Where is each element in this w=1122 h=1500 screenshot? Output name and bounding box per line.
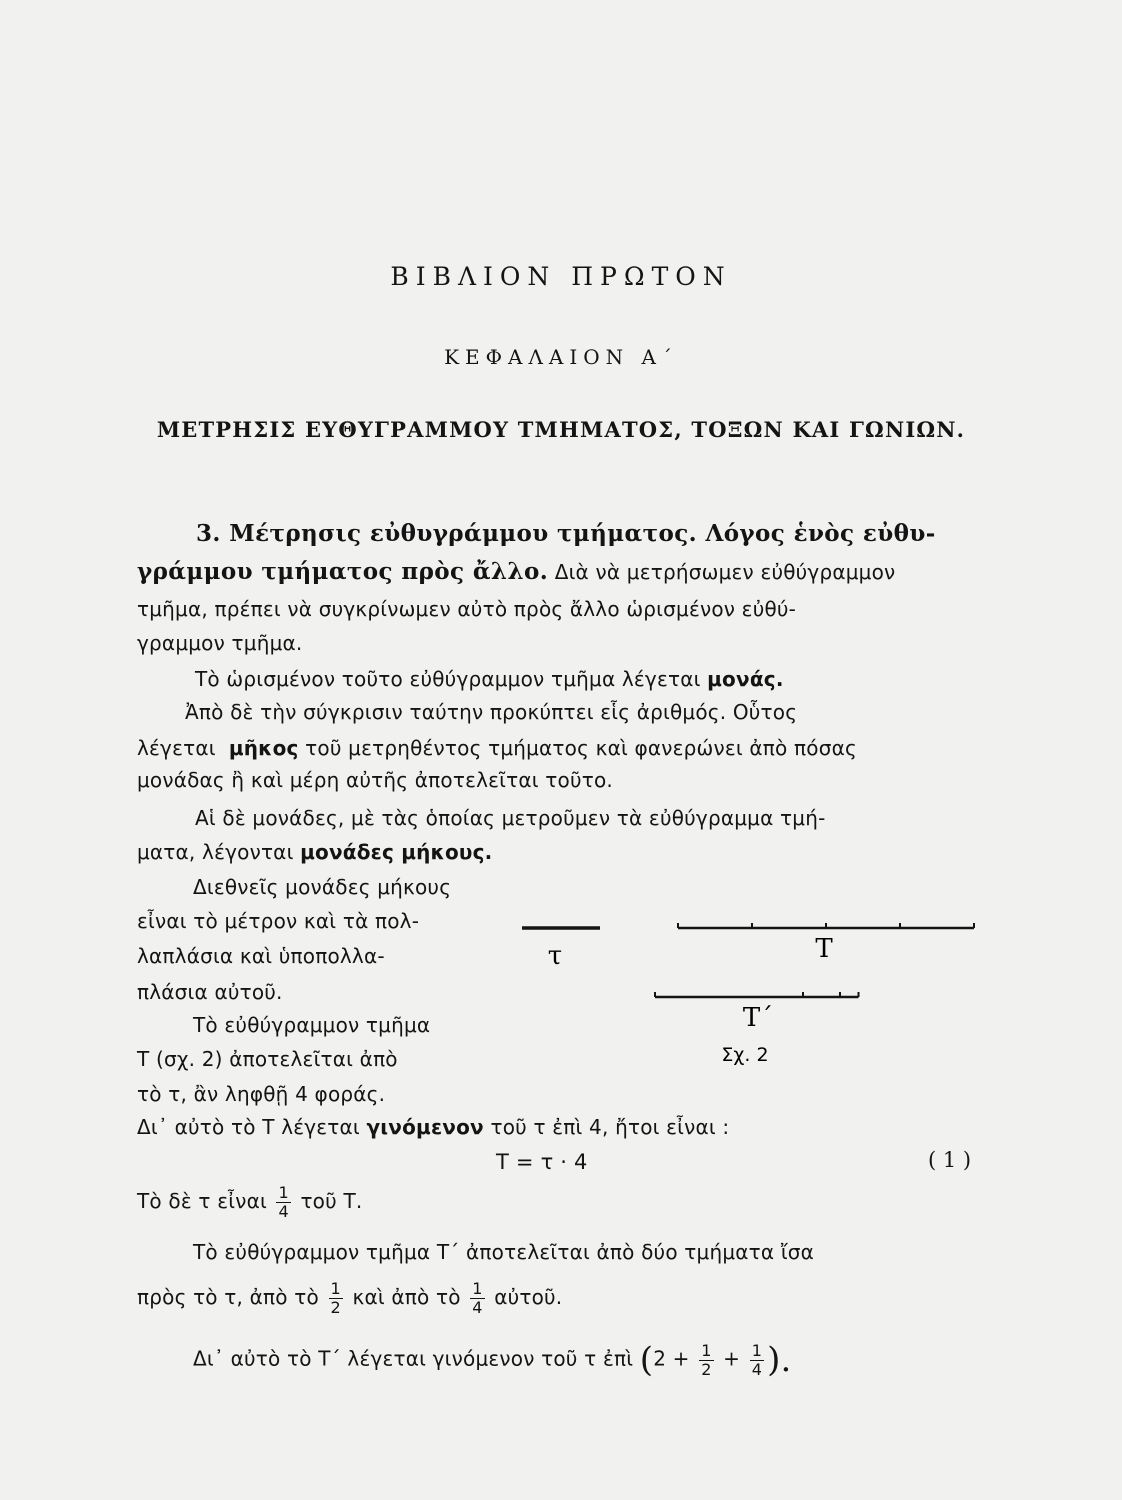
paragraph-product <box>137 1115 729 1139</box>
segment-T-prime-text-c: αὐτοῦ. <box>494 1285 563 1309</box>
section-heading-line-1: 3. Μέτρησις εὐθυγράμμου τμήματος. Λόγος ἑνὸς εὐθυ- <box>196 520 936 547</box>
fraction-one-quarter <box>470 1280 484 1317</box>
segment-T-prime <box>655 992 859 997</box>
section-line-4: γραμμον τμῆμα. <box>137 631 303 655</box>
term-units-of-length: μονάδες μήκους. <box>300 840 493 864</box>
label-T-prime: Τ΄ <box>742 1003 774 1033</box>
paragraph-quarter-text-a: Τὸ δὲ τ εἶναι <box>137 1189 267 1213</box>
section-line-3: τμῆμα, πρέπει νὰ συγκρίνωμεν αὐτὸ πρὸς ἄλλο ὡρισμένον εὐθύ- <box>137 597 797 621</box>
label-small-t: τ <box>547 941 563 971</box>
expr-plus: + <box>723 1346 741 1371</box>
fraction-denominator: 2 <box>330 1298 341 1317</box>
book-title: ΒΙΒΛΙΟΝ ΠΡΩΤΟΝ <box>390 262 732 291</box>
paragraph-quarter <box>137 1184 362 1221</box>
paragraph-units-text: ματα, λέγονται <box>137 840 294 864</box>
intl-units-line-3: λαπλάσια καὶ ὑποπολλα- <box>137 944 385 968</box>
paragraph-T-prime-text: Δι᾿ αὐτὸ τὸ Τ΄ λέγεται γινόμενον τοῦ τ ἐπὶ <box>193 1346 634 1371</box>
section-heading-line-2: γράμμου τμήματος πρὸς ἄλλο. <box>137 558 549 585</box>
intl-units-line-2: εἶναι τὸ μέτρον καὶ τὰ πολ- <box>137 909 420 933</box>
figure-caption: Σχ. 2 <box>721 1044 769 1066</box>
expr-two-plus: 2 + <box>653 1346 690 1371</box>
fraction-numerator: 1 <box>330 1279 341 1298</box>
term-unit: μονάς. <box>707 667 784 691</box>
fraction-denominator: 4 <box>472 1298 483 1317</box>
open-paren: ( <box>639 1340 654 1380</box>
fraction-denominator: 4 <box>751 1359 763 1379</box>
fraction-one-half <box>329 1280 343 1317</box>
fraction-numerator: 1 <box>751 1340 763 1360</box>
fraction-one-quarter <box>750 1342 764 1379</box>
fraction-one-quarter <box>276 1184 290 1221</box>
chapter-title: ΚΕΦΑΛΑΙΟΝ Α΄ <box>444 345 678 369</box>
segment-T-line-3: τὸ τ, ἂν ληφθῇ 4 φοράς. <box>137 1082 386 1106</box>
equation-1: Τ = τ · 4 <box>496 1150 588 1174</box>
paragraph-unit-text: Τὸ ὡρισμένον τοῦτο εὐθύγραμμον τμῆμα λέγεται <box>195 667 701 691</box>
fraction-numerator: 1 <box>278 1183 289 1202</box>
close-paren: ). <box>767 1340 792 1380</box>
segment-T-prime-text-a: πρὸς τὸ τ, ἀπὸ τὸ <box>137 1285 319 1309</box>
equation-number: ( 1 ) <box>928 1148 972 1172</box>
paragraph-T-prime-product <box>193 1340 792 1380</box>
paragraph-length-line-3: μονάδας ἢ καὶ μέρη αὐτῆς ἀποτελεῖται τοῦτο. <box>137 768 613 792</box>
paragraph-length-line-1: Ἀπὸ δὲ τὴν σύγκρισιν ταύτην προκύπτει εἷς ἀριθμός. Οὗτος <box>185 700 798 724</box>
paragraph-quarter-text-b: τοῦ Τ. <box>300 1189 363 1213</box>
paragraph-product-text-b: τοῦ τ ἐπὶ 4, ἤτοι εἶναι : <box>490 1115 730 1139</box>
fraction-numerator: 1 <box>472 1279 483 1298</box>
segment-T-prime-text-b: καὶ ἀπὸ τὸ <box>352 1285 461 1309</box>
label-big-T: Τ <box>815 934 833 964</box>
intl-units-line-4: πλάσια αὐτοῦ. <box>137 980 283 1004</box>
fraction-denominator: 2 <box>701 1359 712 1379</box>
segment-T-prime-line-1: Τὸ εὐθύγραμμον τμῆμα Τ΄ ἀποτελεῖται ἀπὸ δύο τμήματα ἴσα <box>193 1240 815 1264</box>
paragraph-product-text-a: Δι᾿ αὐτὸ τὸ Τ λέγεται <box>137 1115 360 1139</box>
section-line-2-text: Διὰ νὰ μετρήσωμεν εὐθύγραμμον <box>554 560 896 584</box>
paragraph-units-line-1: Αἱ δὲ μονάδες, μὲ τὰς ὁποίας μετροῦμεν τὰ εὐθύγραμμα τμή- <box>195 806 826 830</box>
paragraph-length-text-a: λέγεται <box>137 736 216 760</box>
segment-big-T <box>678 923 974 928</box>
term-product: γινόμενον <box>366 1115 484 1139</box>
fraction-numerator: 1 <box>701 1340 712 1360</box>
segment-T-line-1: Τὸ εὐθύγραμμον τμῆμα <box>193 1013 431 1037</box>
fraction-denominator: 4 <box>278 1202 289 1221</box>
term-length: μῆκος <box>228 736 299 760</box>
chapter-heading: ΜΕΤΡΗΣΙΣ ΕΥΘΥΓΡΑΜΜΟΥ ΤΜΗΜΑΤΟΣ, ΤΟΞΩΝ ΚΑΙ ΓΩΝΙΩΝ. <box>156 417 966 442</box>
intl-units-line-1: Διεθνεῖς μονάδες μήκους <box>193 875 452 899</box>
paragraph-length-text-b: τοῦ μετρηθέντος τμήματος καὶ φανερώνει ἀπὸ πόσας <box>305 736 857 760</box>
segment-T-line-2: Τ (σχ. 2) ἀποτελεῖται ἀπὸ <box>137 1047 398 1071</box>
fraction-one-half <box>699 1342 713 1379</box>
segment-T-prime-line-2 <box>137 1280 562 1317</box>
